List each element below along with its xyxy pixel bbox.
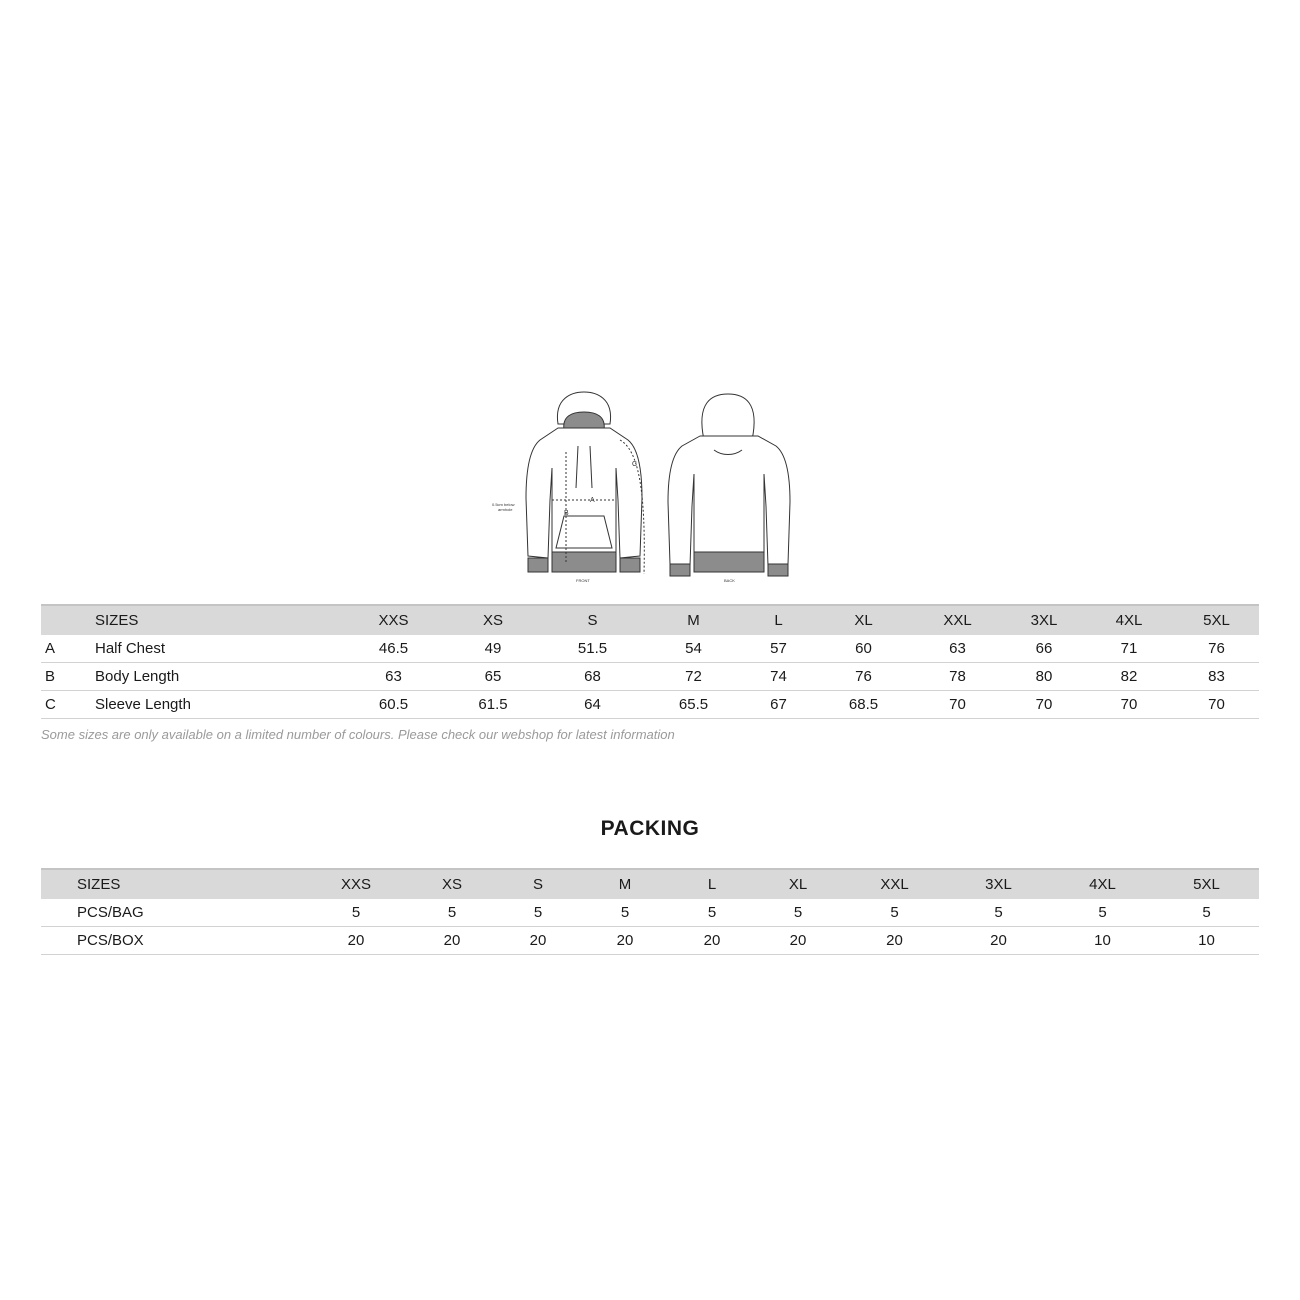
hoodie-back-drawing	[668, 394, 790, 576]
header-size: XS	[407, 869, 497, 899]
cell-value: 51.5	[539, 635, 646, 663]
packing-table	[41, 868, 1259, 955]
cell-value: 66	[1004, 635, 1084, 663]
cell-value: 20	[671, 927, 753, 955]
cell-value: 5	[407, 899, 497, 927]
cell-value: 10	[1051, 927, 1154, 955]
cell-value: 76	[1174, 635, 1259, 663]
header-sizes-label: SIZES	[77, 869, 305, 899]
measure-c-label: C	[632, 461, 638, 468]
cell-value: 5	[843, 899, 946, 927]
cell-value: 5	[579, 899, 671, 927]
cell-value: 5	[497, 899, 579, 927]
cell-value: 63	[340, 663, 447, 691]
header-size: XXL	[911, 605, 1004, 635]
cell-value: 54	[646, 635, 741, 663]
availability-note: Some sizes are only available on a limited number of colours. Please check our webshop for latest information	[41, 727, 675, 742]
header-size: S	[539, 605, 646, 635]
header-sizes-label: SIZES	[95, 605, 340, 635]
header-size: 5XL	[1174, 605, 1259, 635]
cell-value: 60.5	[340, 691, 447, 719]
cell-value: 63	[911, 635, 1004, 663]
size-table-header-row	[41, 605, 1259, 635]
cell-value: 20	[579, 927, 671, 955]
table-row	[41, 635, 1259, 663]
cell-value: 5	[946, 899, 1051, 927]
header-size: 4XL	[1051, 869, 1154, 899]
measure-b-label: B	[564, 510, 569, 517]
header-size: M	[579, 869, 671, 899]
cell-value: 70	[911, 691, 1004, 719]
cell-value: 70	[1174, 691, 1259, 719]
cell-value: 5	[305, 899, 407, 927]
armhole-note-line-1: 0.5cm below	[492, 502, 515, 507]
header-size: XL	[753, 869, 843, 899]
header-size: S	[497, 869, 579, 899]
row-letter: A	[41, 635, 95, 663]
row-label: Sleeve Length	[95, 691, 340, 719]
cell-value: 20	[946, 927, 1051, 955]
cell-value: 5	[671, 899, 753, 927]
cell-value: 57	[741, 635, 816, 663]
cell-value: 68.5	[816, 691, 911, 719]
cell-value: 20	[407, 927, 497, 955]
header-size: XXS	[340, 605, 447, 635]
cell-value: 70	[1004, 691, 1084, 719]
hoodie-front-drawing	[526, 392, 644, 574]
packing-title: PACKING	[600, 817, 700, 840]
cell-value: 80	[1004, 663, 1084, 691]
header-size: XS	[447, 605, 539, 635]
hoodie-sketch	[480, 388, 820, 588]
cell-value: 68	[539, 663, 646, 691]
size-table	[41, 604, 1259, 719]
cell-value: 71	[1084, 635, 1174, 663]
cell-value: 60	[816, 635, 911, 663]
row-label: Body Length	[95, 663, 340, 691]
measure-a-label: A	[590, 497, 595, 504]
table-row	[41, 663, 1259, 691]
header-size: 5XL	[1154, 869, 1259, 899]
header-size: 3XL	[946, 869, 1051, 899]
header-size: L	[741, 605, 816, 635]
armhole-note-line-2: armhole	[498, 507, 513, 512]
cell-value: 61.5	[447, 691, 539, 719]
front-view-label: FRONT	[576, 578, 590, 583]
table-row	[41, 927, 1259, 955]
cell-value: 82	[1084, 663, 1174, 691]
cell-value: 74	[741, 663, 816, 691]
header-empty-cell	[41, 605, 95, 635]
cell-value: 70	[1084, 691, 1174, 719]
cell-value: 72	[646, 663, 741, 691]
cell-value: 65.5	[646, 691, 741, 719]
cell-value: 65	[447, 663, 539, 691]
cell-value: 76	[816, 663, 911, 691]
back-view-label: BACK	[724, 578, 735, 583]
row-letter: B	[41, 663, 95, 691]
cell-value: 20	[497, 927, 579, 955]
header-size: M	[646, 605, 741, 635]
table-row	[41, 899, 1259, 927]
cell-value: 49	[447, 635, 539, 663]
cell-value: 10	[1154, 927, 1259, 955]
row-label: PCS/BOX	[77, 927, 305, 955]
row-letter: C	[41, 691, 95, 719]
table-row	[41, 691, 1259, 719]
header-empty-cell	[41, 869, 77, 899]
header-size: XXL	[843, 869, 946, 899]
spacer-cell	[41, 899, 77, 927]
header-size: XXS	[305, 869, 407, 899]
spacer-cell	[41, 927, 77, 955]
cell-value: 64	[539, 691, 646, 719]
cell-value: 46.5	[340, 635, 447, 663]
cell-value: 20	[305, 927, 407, 955]
cell-value: 20	[843, 927, 946, 955]
cell-value: 83	[1174, 663, 1259, 691]
header-size: XL	[816, 605, 911, 635]
cell-value: 5	[1051, 899, 1154, 927]
row-label: PCS/BAG	[77, 899, 305, 927]
header-size: 4XL	[1084, 605, 1174, 635]
cell-value: 67	[741, 691, 816, 719]
cell-value: 78	[911, 663, 1004, 691]
cell-value: 20	[753, 927, 843, 955]
cell-value: 5	[1154, 899, 1259, 927]
row-label: Half Chest	[95, 635, 340, 663]
header-size: 3XL	[1004, 605, 1084, 635]
header-size: L	[671, 869, 753, 899]
packing-header-row	[41, 869, 1259, 899]
cell-value: 5	[753, 899, 843, 927]
